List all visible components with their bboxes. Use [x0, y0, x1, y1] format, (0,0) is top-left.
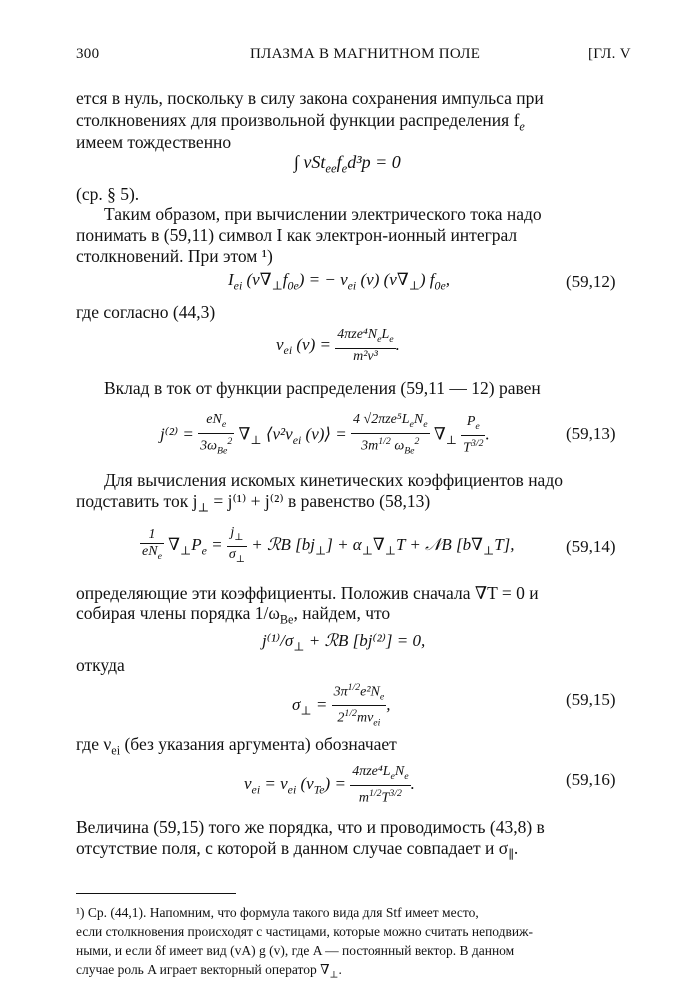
text-line: (ср. § 5). [76, 184, 140, 204]
text-line: подставить ток $j_\perp = j^{(1)} + j^{(2)}$ в равенство (58,13) [76, 491, 431, 515]
equation-collision-frequency: $\nu_{ei}$ (v) = $\frac{4\pi ze^4N_eL_e}{\text{m²v³}}$ . [276, 327, 400, 364]
footnote-line: ными, и если δf имеет вид (vA) g (v), где A — постоянный вектор. В данном [76, 943, 515, 958]
equation-59-15: $\sigma_\perp$ = $\frac{3\pi^{1/2}e^2N_e}{2^{1/2}m\nu_{ei}}$ , [292, 682, 391, 729]
text-line: Величина (59,15) того же порядка, что и проводимость (43,8) в [76, 817, 545, 837]
equation-number: (59,13) [566, 424, 616, 443]
text-line: где $\nu_{ei}$ (без указания аргумента) обозначает [76, 734, 397, 758]
footnote-rule [76, 893, 236, 894]
equation-integral: ∫ $vSt_{ee}f_ed^3p = 0$ [294, 152, 401, 176]
equation-number: (59,16) [566, 770, 616, 789]
equation-j1: $j^{(1)}/\sigma_\perp$ + ℛB [bj⁽²⁾] = 0, [262, 631, 426, 654]
text-line: собирая члены порядка $1/\omega_{Be}$, найдем, что [76, 603, 391, 627]
text-line: Вклад в ток от функции распределения (59,11 — 12) равен [104, 378, 541, 398]
equation-number: (59,15) [566, 690, 616, 709]
chapter-marker: [ГЛ. V [588, 46, 631, 62]
equation-59-12: $I_{ei}$ $(v\nabla_\perp f_{0e})$ = − $\nu_{ei}$ (v) $(v\nabla_\perp)$ $f_{0e}$, [228, 270, 451, 293]
text-line: имеем тождественно [76, 132, 232, 152]
equation-number: (59,14) [566, 537, 616, 556]
text-line: ется в нуль, поскольку в силу закона сохранения импульса при [76, 88, 544, 108]
text-line: Для вычисления искомых кинетических коэффициентов надо [104, 470, 563, 490]
text-line: понимать в (59,11) символ I как электрон-ионный интеграл [76, 225, 518, 245]
running-title: ПЛАЗМА В МАГНИТНОМ ПОЛЕ [250, 46, 481, 62]
text-line: определяющие эти коэффициенты. Положив сначала ∇T = 0 и [76, 583, 539, 603]
text-line: откуда [76, 655, 125, 675]
page-number: 300 [76, 46, 100, 62]
text-line: где согласно (44,3) [76, 302, 216, 322]
text-line: отсутствие поля, с которой в данном случае совпадает и $\sigma_\parallel$. [76, 838, 519, 862]
footnote-line: ¹) Ср. (44,1). Напомним, что формула такого вида для Stf имеет место, [76, 905, 479, 920]
equation-59-16: $\nu_{ei} = \nu_{ei}$ $(v_{Te})$ = $\frac{4\pi ze^4L_eN_e}{m^{1/2}T^{3/2}}$ . [244, 764, 415, 806]
text-line: столкновений. При этом ¹) [76, 246, 273, 266]
footnote-line: если столкновения происходят с частицами, которые можно считать неподвиж- [76, 924, 533, 939]
text-line: Таким образом, при вычислении электрического тока надо [104, 204, 542, 224]
equation-59-14: $\frac{1}{eN_e}$ $\nabla_\perp P_e$ = $\frac{j_\perp}{\sigma_\perp}$ + ℛB $[bj_\perp] + \alpha_\perp\nabla_\perp T$ + 𝒩B $[b\nabla_\perp T]$, [142, 525, 515, 565]
text-line: столкновениях для произвольной функции распределения $f_e$ [76, 110, 525, 134]
equation-59-13: j⁽²⁾ = $\frac{eN_e}{3\omega_{Be}^2}$ $\nabla_\perp$ $⟨v^2\nu_{ei}$ (v)⟩ = $\frac{4 √2\pi ze^5L_eN_e}{3m^{1/2} \omega_{Be}^2}$ $\nabla_\perp$ $\frac{P_e}{T^{3/2}}$ . [160, 412, 490, 457]
footnote-line: случае роль A играет векторный оператор $\nabla_\perp$. [76, 962, 342, 981]
equation-number: (59,12) [566, 272, 616, 291]
